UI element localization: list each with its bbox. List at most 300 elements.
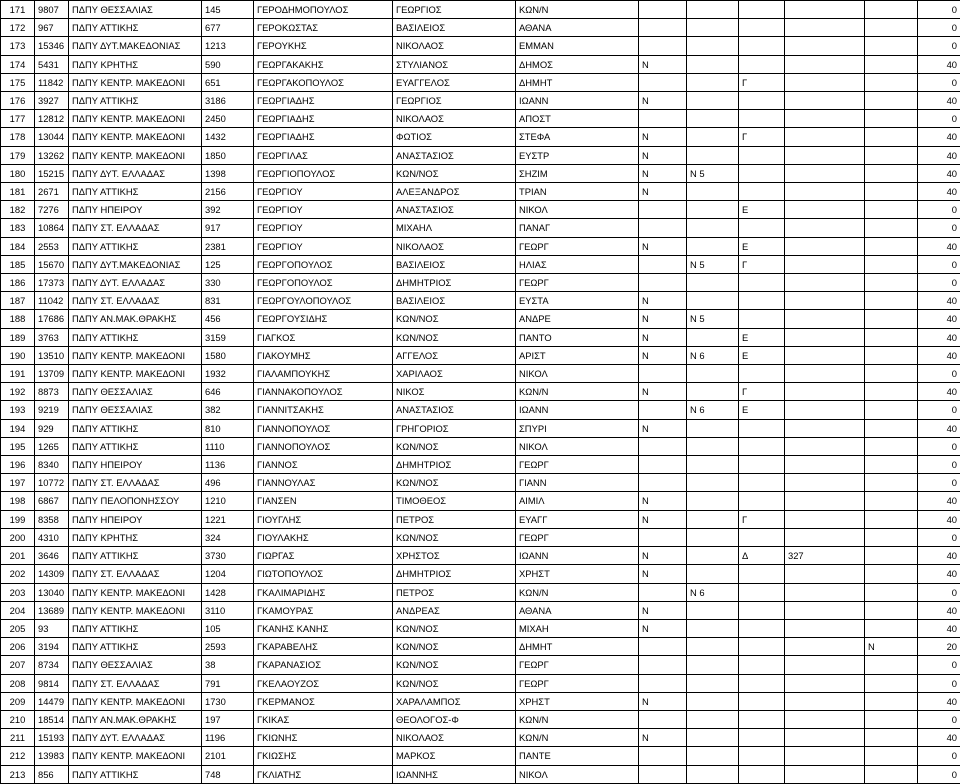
row-flag-5-cell bbox=[865, 237, 918, 255]
row-flag-1-cell: Ν bbox=[639, 383, 687, 401]
row-code-cell: 11842 bbox=[35, 73, 69, 91]
row-father-name-cell: ΚΩΝ/Ν bbox=[516, 729, 639, 747]
row-flag-4-cell bbox=[785, 92, 865, 110]
row-number-cell: 1136 bbox=[202, 456, 254, 474]
row-flag-2-cell bbox=[687, 92, 739, 110]
row-points-cell: 0 bbox=[918, 656, 960, 674]
row-code-cell: 17373 bbox=[35, 274, 69, 292]
row-number-cell: 2450 bbox=[202, 110, 254, 128]
row-flag-4-cell bbox=[785, 510, 865, 528]
row-number-cell: 1204 bbox=[202, 565, 254, 583]
row-seq-cell: 171 bbox=[1, 1, 35, 19]
row-surname-cell: ΓΚΑΜΟΥΡΑΣ bbox=[254, 601, 393, 619]
table-row bbox=[1, 401, 960, 419]
table-row bbox=[1, 328, 960, 346]
row-flag-4-cell bbox=[785, 73, 865, 91]
row-father-name-cell: ΝΙΚΟΛ bbox=[516, 365, 639, 383]
row-flag-1-cell bbox=[639, 456, 687, 474]
row-first-name-cell: ΑΓΓΕΛΟΣ bbox=[393, 346, 516, 364]
row-surname-cell: ΓΚΕΛΑΟΥΖΟΣ bbox=[254, 674, 393, 692]
row-seq-cell: 208 bbox=[1, 674, 35, 692]
row-flag-5-cell bbox=[865, 747, 918, 765]
row-flag-4-cell bbox=[785, 601, 865, 619]
row-flag-2-cell bbox=[687, 601, 739, 619]
row-department-cell: ΠΔΠΥ ΣΤ. ΕΛΛΑΔΑΣ bbox=[69, 474, 202, 492]
row-seq-cell: 195 bbox=[1, 437, 35, 455]
row-first-name-cell: ΕΥΑΓΓΕΛΟΣ bbox=[393, 73, 516, 91]
row-flag-2-cell bbox=[687, 619, 739, 637]
row-surname-cell: ΓΙΑΝΝΑΚΟΠΟΥΛΟΣ bbox=[254, 383, 393, 401]
row-seq-cell: 173 bbox=[1, 37, 35, 55]
row-flag-2-cell bbox=[687, 37, 739, 55]
table-row bbox=[1, 164, 960, 182]
row-code-cell: 13040 bbox=[35, 583, 69, 601]
row-flag-1-cell bbox=[639, 474, 687, 492]
row-flag-3-cell bbox=[739, 492, 785, 510]
table-row bbox=[1, 437, 960, 455]
row-number-cell: 748 bbox=[202, 765, 254, 783]
row-flag-3-cell bbox=[739, 419, 785, 437]
row-seq-cell: 213 bbox=[1, 765, 35, 783]
row-flag-1-cell bbox=[639, 365, 687, 383]
row-department-cell: ΠΔΠΥ ΚΕΝΤΡ. ΜΑΚΕΔΟΝΙ bbox=[69, 346, 202, 364]
row-flag-3-cell: Ε bbox=[739, 328, 785, 346]
row-flag-3-cell: Δ bbox=[739, 547, 785, 565]
row-father-name-cell: ΣΗΖΙΜ bbox=[516, 164, 639, 182]
row-code-cell: 13709 bbox=[35, 365, 69, 383]
row-code-cell: 967 bbox=[35, 19, 69, 37]
row-first-name-cell: ΓΕΩΡΓΙΟΣ bbox=[393, 1, 516, 19]
row-flag-5-cell bbox=[865, 456, 918, 474]
table-row bbox=[1, 456, 960, 474]
row-seq-cell: 174 bbox=[1, 55, 35, 73]
row-flag-3-cell bbox=[739, 456, 785, 474]
row-code-cell: 8873 bbox=[35, 383, 69, 401]
row-seq-cell: 193 bbox=[1, 401, 35, 419]
row-surname-cell: ΓΚΑΡΑΒΕΛΗΣ bbox=[254, 638, 393, 656]
row-department-cell: ΠΔΠΥ ΑΝ.ΜΑΚ.ΘΡΑΚΗΣ bbox=[69, 710, 202, 728]
row-first-name-cell: ΒΑΣΙΛΕΙΟΣ bbox=[393, 255, 516, 273]
row-flag-4-cell bbox=[785, 456, 865, 474]
row-points-cell: 0 bbox=[918, 365, 960, 383]
row-flag-1-cell: Ν bbox=[639, 510, 687, 528]
row-number-cell: 590 bbox=[202, 55, 254, 73]
row-number-cell: 3159 bbox=[202, 328, 254, 346]
table-row bbox=[1, 492, 960, 510]
row-surname-cell: ΓΕΡΟΥΚΗΣ bbox=[254, 37, 393, 55]
row-number-cell: 330 bbox=[202, 274, 254, 292]
row-father-name-cell: ΙΩΑΝΝ bbox=[516, 401, 639, 419]
row-code-cell: 15346 bbox=[35, 37, 69, 55]
row-flag-1-cell: Ν bbox=[639, 619, 687, 637]
row-number-cell: 1932 bbox=[202, 365, 254, 383]
row-father-name-cell: ΔΗΜΟΣ bbox=[516, 55, 639, 73]
row-father-name-cell: ΣΠΥΡΙ bbox=[516, 419, 639, 437]
row-seq-cell: 187 bbox=[1, 292, 35, 310]
row-flag-2-cell bbox=[687, 274, 739, 292]
row-first-name-cell: ΣΤΥΛΙΑΝΟΣ bbox=[393, 55, 516, 73]
row-points-cell: 0 bbox=[918, 219, 960, 237]
row-flag-2-cell bbox=[687, 474, 739, 492]
row-flag-4-cell bbox=[785, 1, 865, 19]
row-flag-2-cell bbox=[687, 292, 739, 310]
row-points-cell: 0 bbox=[918, 201, 960, 219]
row-points-cell: 40 bbox=[918, 92, 960, 110]
row-father-name-cell: ΑΘΑΝΑ bbox=[516, 601, 639, 619]
row-flag-1-cell: Ν bbox=[639, 55, 687, 73]
row-flag-2-cell bbox=[687, 765, 739, 783]
row-flag-5-cell bbox=[865, 55, 918, 73]
row-department-cell: ΠΔΠΥ ΗΠΕΙΡΟΥ bbox=[69, 201, 202, 219]
row-points-cell: 40 bbox=[918, 601, 960, 619]
row-flag-3-cell bbox=[739, 692, 785, 710]
row-father-name-cell: ΧΡΗΣΤ bbox=[516, 692, 639, 710]
row-flag-5-cell bbox=[865, 73, 918, 91]
row-number-cell: 1580 bbox=[202, 346, 254, 364]
row-father-name-cell: ΓΕΩΡΓ bbox=[516, 456, 639, 474]
row-flag-1-cell bbox=[639, 255, 687, 273]
row-points-cell: 40 bbox=[918, 346, 960, 364]
row-points-cell: 40 bbox=[918, 164, 960, 182]
row-flag-4-cell bbox=[785, 729, 865, 747]
row-flag-3-cell bbox=[739, 146, 785, 164]
row-first-name-cell: ΑΝΑΣΤΑΣΙΟΣ bbox=[393, 401, 516, 419]
row-father-name-cell: ΑΝΔΡΕ bbox=[516, 310, 639, 328]
table-row bbox=[1, 383, 960, 401]
row-points-cell: 40 bbox=[918, 183, 960, 201]
row-flag-2-cell bbox=[687, 110, 739, 128]
row-number-cell: 1210 bbox=[202, 492, 254, 510]
row-number-cell: 392 bbox=[202, 201, 254, 219]
row-surname-cell: ΓΙΟΥΛΑΚΗΣ bbox=[254, 528, 393, 546]
row-seq-cell: 185 bbox=[1, 255, 35, 273]
row-points-cell: 0 bbox=[918, 255, 960, 273]
row-first-name-cell: ΚΩΝ/ΝΟΣ bbox=[393, 638, 516, 656]
row-first-name-cell: ΠΕΤΡΟΣ bbox=[393, 583, 516, 601]
row-flag-3-cell: Ε bbox=[739, 237, 785, 255]
row-flag-3-cell bbox=[739, 474, 785, 492]
row-seq-cell: 178 bbox=[1, 128, 35, 146]
row-number-cell: 2593 bbox=[202, 638, 254, 656]
table-row bbox=[1, 237, 960, 255]
row-flag-5-cell bbox=[865, 128, 918, 146]
table-row bbox=[1, 765, 960, 783]
row-seq-cell: 180 bbox=[1, 164, 35, 182]
row-flag-4-cell bbox=[785, 710, 865, 728]
row-department-cell: ΠΔΠΥ ΚΕΝΤΡ. ΜΑΚΕΔΟΝΙ bbox=[69, 128, 202, 146]
row-seq-cell: 202 bbox=[1, 565, 35, 583]
row-father-name-cell: ΚΩΝ/Ν bbox=[516, 583, 639, 601]
row-number-cell: 3186 bbox=[202, 92, 254, 110]
row-flag-5-cell bbox=[865, 510, 918, 528]
row-code-cell: 4310 bbox=[35, 528, 69, 546]
row-points-cell: 40 bbox=[918, 565, 960, 583]
row-seq-cell: 172 bbox=[1, 19, 35, 37]
row-flag-1-cell bbox=[639, 638, 687, 656]
row-flag-5-cell bbox=[865, 619, 918, 637]
row-flag-1-cell bbox=[639, 219, 687, 237]
row-seq-cell: 199 bbox=[1, 510, 35, 528]
row-flag-2-cell bbox=[687, 565, 739, 583]
row-flag-2-cell bbox=[687, 492, 739, 510]
row-flag-5-cell bbox=[865, 674, 918, 692]
table-row bbox=[1, 274, 960, 292]
row-flag-1-cell bbox=[639, 710, 687, 728]
row-flag-4-cell bbox=[785, 292, 865, 310]
row-department-cell: ΠΔΠΥ ΠΕΛΟΠΟΝΗΣΣΟΥ bbox=[69, 492, 202, 510]
row-department-cell: ΠΔΠΥ ΘΕΣΣΑΛΙΑΣ bbox=[69, 401, 202, 419]
row-flag-5-cell bbox=[865, 328, 918, 346]
row-flag-3-cell: Ε bbox=[739, 346, 785, 364]
row-flag-2-cell bbox=[687, 419, 739, 437]
table-row bbox=[1, 619, 960, 637]
row-department-cell: ΠΔΠΥ ΚΕΝΤΡ. ΜΑΚΕΔΟΝΙ bbox=[69, 365, 202, 383]
row-points-cell: 40 bbox=[918, 510, 960, 528]
row-points-cell: 0 bbox=[918, 37, 960, 55]
row-number-cell: 677 bbox=[202, 19, 254, 37]
row-flag-1-cell: Ν bbox=[639, 164, 687, 182]
row-code-cell: 15215 bbox=[35, 164, 69, 182]
table-row bbox=[1, 601, 960, 619]
row-code-cell: 3927 bbox=[35, 92, 69, 110]
row-flag-4-cell bbox=[785, 55, 865, 73]
row-points-cell: 40 bbox=[918, 547, 960, 565]
row-father-name-cell: ΑΡΙΣΤ bbox=[516, 346, 639, 364]
row-surname-cell: ΓΕΡΟΔΗΜΟΠΟΥΛΟΣ bbox=[254, 1, 393, 19]
row-surname-cell: ΓΚΑΛΙΜΑΡΙΔΗΣ bbox=[254, 583, 393, 601]
row-number-cell: 3110 bbox=[202, 601, 254, 619]
row-surname-cell: ΓΙΩΤΟΠΟΥΛΟΣ bbox=[254, 565, 393, 583]
row-points-cell: 0 bbox=[918, 765, 960, 783]
row-flag-4-cell: 327 bbox=[785, 547, 865, 565]
row-seq-cell: 201 bbox=[1, 547, 35, 565]
row-surname-cell: ΓΚΙΩΣΗΣ bbox=[254, 747, 393, 765]
row-flag-3-cell: Γ bbox=[739, 255, 785, 273]
row-flag-5-cell bbox=[865, 565, 918, 583]
row-flag-4-cell bbox=[785, 474, 865, 492]
row-flag-5-cell bbox=[865, 729, 918, 747]
row-surname-cell: ΓΙΑΝΝΙΤΣΑΚΗΣ bbox=[254, 401, 393, 419]
row-father-name-cell: ΠΑΝΑΓ bbox=[516, 219, 639, 237]
row-number-cell: 1850 bbox=[202, 146, 254, 164]
row-surname-cell: ΓΙΑΝΝΟΣ bbox=[254, 456, 393, 474]
table-row bbox=[1, 55, 960, 73]
row-code-cell: 2553 bbox=[35, 237, 69, 255]
row-flag-2-cell bbox=[687, 510, 739, 528]
row-points-cell: 40 bbox=[918, 692, 960, 710]
row-flag-5-cell: Ν bbox=[865, 638, 918, 656]
row-code-cell: 15670 bbox=[35, 255, 69, 273]
row-first-name-cell: ΤΙΜΟΘΕΟΣ bbox=[393, 492, 516, 510]
row-flag-1-cell: Ν bbox=[639, 547, 687, 565]
table-row bbox=[1, 128, 960, 146]
row-father-name-cell: ΕΥΑΓΓ bbox=[516, 510, 639, 528]
row-seq-cell: 194 bbox=[1, 419, 35, 437]
row-flag-4-cell bbox=[785, 19, 865, 37]
row-flag-5-cell bbox=[865, 310, 918, 328]
row-flag-1-cell bbox=[639, 37, 687, 55]
row-flag-4-cell bbox=[785, 37, 865, 55]
row-flag-3-cell bbox=[739, 365, 785, 383]
row-points-cell: 0 bbox=[918, 583, 960, 601]
row-flag-3-cell bbox=[739, 274, 785, 292]
row-flag-4-cell bbox=[785, 674, 865, 692]
row-seq-cell: 191 bbox=[1, 365, 35, 383]
row-points-cell: 0 bbox=[918, 674, 960, 692]
row-seq-cell: 188 bbox=[1, 310, 35, 328]
row-department-cell: ΠΔΠΥ ΚΕΝΤΡ. ΜΑΚΕΔΟΝΙ bbox=[69, 146, 202, 164]
row-flag-5-cell bbox=[865, 419, 918, 437]
row-seq-cell: 211 bbox=[1, 729, 35, 747]
row-father-name-cell: ΝΙΚΟΛ bbox=[516, 765, 639, 783]
row-flag-3-cell bbox=[739, 601, 785, 619]
row-flag-1-cell bbox=[639, 437, 687, 455]
row-points-cell: 0 bbox=[918, 73, 960, 91]
row-code-cell: 2671 bbox=[35, 183, 69, 201]
row-first-name-cell: ΜΑΡΚΟΣ bbox=[393, 747, 516, 765]
row-father-name-cell: ΜΙΧΑΗ bbox=[516, 619, 639, 637]
row-points-cell: 40 bbox=[918, 729, 960, 747]
row-surname-cell: ΓΕΩΡΓΟΠΟΥΛΟΣ bbox=[254, 255, 393, 273]
row-flag-3-cell bbox=[739, 310, 785, 328]
row-seq-cell: 212 bbox=[1, 747, 35, 765]
table-row bbox=[1, 310, 960, 328]
table-row bbox=[1, 201, 960, 219]
row-father-name-cell: ΓΕΩΡΓ bbox=[516, 674, 639, 692]
row-flag-4-cell bbox=[785, 638, 865, 656]
row-surname-cell: ΓΕΡΟΚΩΣΤΑΣ bbox=[254, 19, 393, 37]
table-row bbox=[1, 219, 960, 237]
row-flag-3-cell bbox=[739, 110, 785, 128]
row-flag-3-cell bbox=[739, 37, 785, 55]
row-flag-3-cell bbox=[739, 674, 785, 692]
table-row bbox=[1, 692, 960, 710]
row-flag-2-cell bbox=[687, 73, 739, 91]
row-code-cell: 11042 bbox=[35, 292, 69, 310]
row-code-cell: 10772 bbox=[35, 474, 69, 492]
row-department-cell: ΠΔΠΥ ΑΝ.ΜΑΚ.ΘΡΑΚΗΣ bbox=[69, 310, 202, 328]
row-flag-1-cell bbox=[639, 110, 687, 128]
row-first-name-cell: ΦΩΤΙΟΣ bbox=[393, 128, 516, 146]
row-flag-5-cell bbox=[865, 183, 918, 201]
row-first-name-cell: ΚΩΝ/ΝΟΣ bbox=[393, 164, 516, 182]
row-points-cell: 0 bbox=[918, 474, 960, 492]
row-flag-5-cell bbox=[865, 547, 918, 565]
row-flag-3-cell bbox=[739, 729, 785, 747]
row-department-cell: ΠΔΠΥ ΑΤΤΙΚΗΣ bbox=[69, 183, 202, 201]
table-row bbox=[1, 37, 960, 55]
row-flag-4-cell bbox=[785, 237, 865, 255]
row-flag-5-cell bbox=[865, 710, 918, 728]
row-father-name-cell: ΠΑΝΤΕ bbox=[516, 747, 639, 765]
row-flag-3-cell bbox=[739, 710, 785, 728]
row-first-name-cell: ΒΑΣΙΛΕΙΟΣ bbox=[393, 19, 516, 37]
table-row bbox=[1, 565, 960, 583]
row-first-name-cell: ΑΝΑΣΤΑΣΙΟΣ bbox=[393, 201, 516, 219]
row-first-name-cell: ΓΡΗΓΟΡΙΟΣ bbox=[393, 419, 516, 437]
row-code-cell: 929 bbox=[35, 419, 69, 437]
row-department-cell: ΠΔΠΥ ΘΕΣΣΑΛΙΑΣ bbox=[69, 1, 202, 19]
row-flag-2-cell: Ν 6 bbox=[687, 346, 739, 364]
row-father-name-cell: ΓΕΩΡΓ bbox=[516, 237, 639, 255]
row-department-cell: ΠΔΠΥ ΘΕΣΣΑΛΙΑΣ bbox=[69, 383, 202, 401]
row-department-cell: ΠΔΠΥ ΑΤΤΙΚΗΣ bbox=[69, 419, 202, 437]
row-flag-2-cell bbox=[687, 237, 739, 255]
row-flag-2-cell bbox=[687, 656, 739, 674]
row-flag-5-cell bbox=[865, 601, 918, 619]
row-surname-cell: ΓΕΩΡΓΙΟΥ bbox=[254, 201, 393, 219]
row-flag-3-cell bbox=[739, 565, 785, 583]
table-row bbox=[1, 292, 960, 310]
row-flag-3-cell bbox=[739, 55, 785, 73]
row-first-name-cell: ΚΩΝ/ΝΟΣ bbox=[393, 328, 516, 346]
row-department-cell: ΠΔΠΥ ΚΕΝΤΡ. ΜΑΚΕΔΟΝΙ bbox=[69, 692, 202, 710]
row-surname-cell: ΓΕΩΡΓΙΑΔΗΣ bbox=[254, 128, 393, 146]
row-flag-3-cell: Γ bbox=[739, 383, 785, 401]
row-points-cell: 40 bbox=[918, 619, 960, 637]
row-points-cell: 20 bbox=[918, 638, 960, 656]
row-surname-cell: ΓΚΙΚΑΣ bbox=[254, 710, 393, 728]
row-department-cell: ΠΔΠΥ ΑΤΤΙΚΗΣ bbox=[69, 237, 202, 255]
row-flag-2-cell bbox=[687, 456, 739, 474]
row-father-name-cell: ΓΕΩΡΓ bbox=[516, 528, 639, 546]
row-points-cell: 0 bbox=[918, 747, 960, 765]
row-surname-cell: ΓΕΩΡΓΙΛΑΣ bbox=[254, 146, 393, 164]
row-seq-cell: 192 bbox=[1, 383, 35, 401]
row-first-name-cell: ΑΝΔΡΕΑΣ bbox=[393, 601, 516, 619]
row-surname-cell: ΓΙΩΡΓΑΣ bbox=[254, 547, 393, 565]
row-flag-1-cell: Ν bbox=[639, 183, 687, 201]
row-number-cell: 831 bbox=[202, 292, 254, 310]
row-first-name-cell: ΚΩΝ/ΝΟΣ bbox=[393, 310, 516, 328]
row-flag-5-cell bbox=[865, 201, 918, 219]
table-body bbox=[1, 1, 960, 784]
row-surname-cell: ΓΕΩΡΓΙΟΠΟΥΛΟΣ bbox=[254, 164, 393, 182]
row-department-cell: ΠΔΠΥ ΗΠΕΙΡΟΥ bbox=[69, 456, 202, 474]
row-flag-5-cell bbox=[865, 164, 918, 182]
row-flag-1-cell bbox=[639, 747, 687, 765]
row-number-cell: 1196 bbox=[202, 729, 254, 747]
row-flag-2-cell: Ν 6 bbox=[687, 401, 739, 419]
row-number-cell: 1730 bbox=[202, 692, 254, 710]
row-father-name-cell: ΕΜΜΑΝ bbox=[516, 37, 639, 55]
row-surname-cell: ΓΕΩΡΓΙΑΔΗΣ bbox=[254, 110, 393, 128]
row-flag-1-cell bbox=[639, 765, 687, 783]
row-flag-3-cell: Γ bbox=[739, 510, 785, 528]
row-number-cell: 125 bbox=[202, 255, 254, 273]
row-code-cell: 8734 bbox=[35, 656, 69, 674]
row-flag-2-cell bbox=[687, 692, 739, 710]
table-row bbox=[1, 419, 960, 437]
row-first-name-cell: ΚΩΝ/ΝΟΣ bbox=[393, 437, 516, 455]
row-seq-cell: 204 bbox=[1, 601, 35, 619]
row-number-cell: 1110 bbox=[202, 437, 254, 455]
row-department-cell: ΠΔΠΥ ΚΡΗΤΗΣ bbox=[69, 528, 202, 546]
row-flag-2-cell bbox=[687, 383, 739, 401]
row-flag-3-cell bbox=[739, 528, 785, 546]
row-flag-3-cell bbox=[739, 1, 785, 19]
row-flag-3-cell bbox=[739, 656, 785, 674]
row-flag-3-cell bbox=[739, 747, 785, 765]
row-seq-cell: 203 bbox=[1, 583, 35, 601]
row-father-name-cell: ΑΠΟΣΤ bbox=[516, 110, 639, 128]
row-flag-5-cell bbox=[865, 146, 918, 164]
row-department-cell: ΠΔΠΥ ΑΤΤΙΚΗΣ bbox=[69, 619, 202, 637]
row-department-cell: ΠΔΠΥ ΗΠΕΙΡΟΥ bbox=[69, 510, 202, 528]
row-flag-5-cell bbox=[865, 37, 918, 55]
table-row bbox=[1, 528, 960, 546]
row-code-cell: 13262 bbox=[35, 146, 69, 164]
